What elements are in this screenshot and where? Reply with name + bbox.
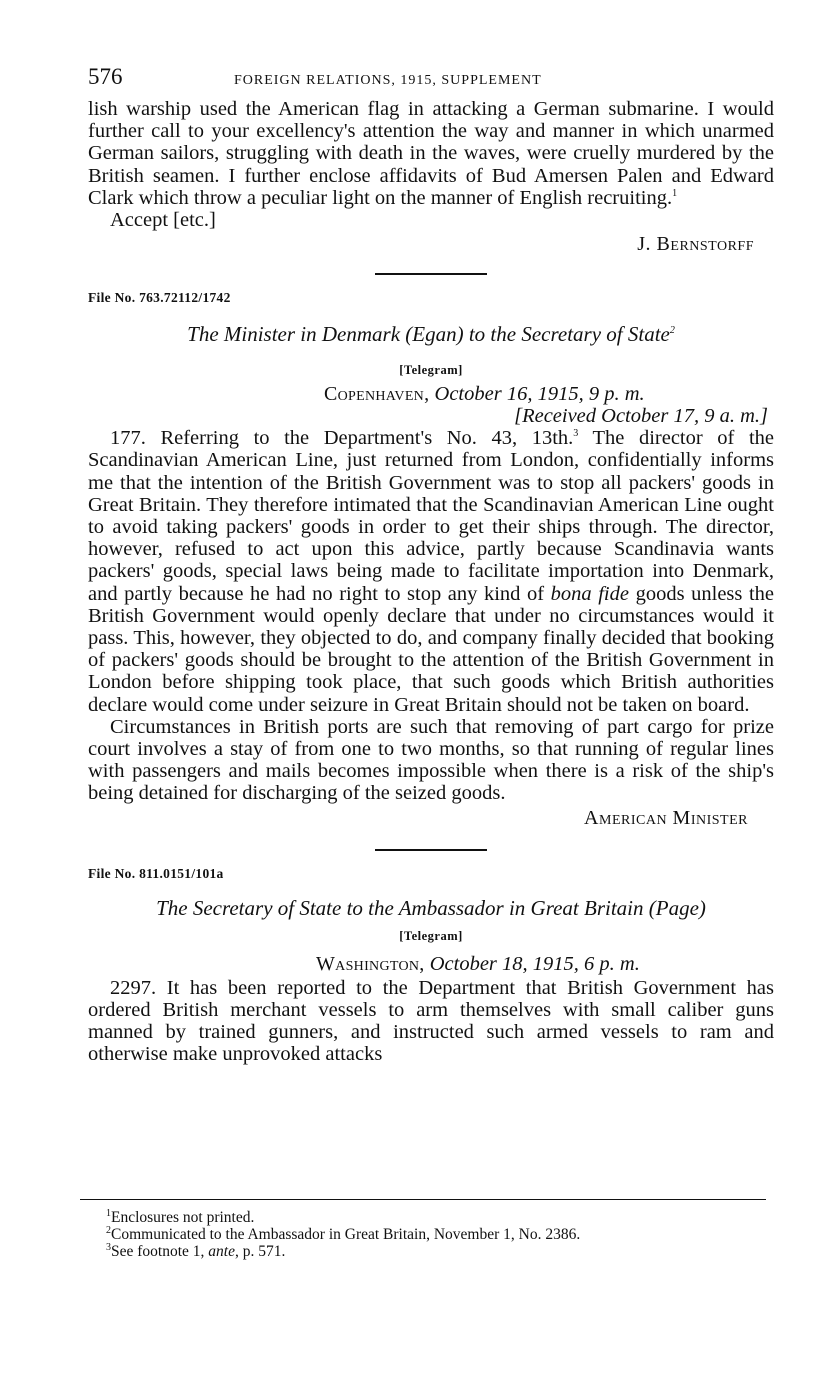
telegram-paragraph: 2297. It has been reported to the Department that British Government has ordered British merchant vessels to arm themselves with small caliber guns manned by trained gunners, and instructed such armed vessels to ram and otherwise make unprovoked attacks bbox=[88, 976, 774, 1066]
footnote-ref: 1 bbox=[672, 187, 678, 199]
telegram-paragraph: Circumstances in British ports are such that removing of part cargo for prize court involves a stay of from one to two months, so that running of regular lines with passengers and mails becomes impossible when there is a risk of the ship's being detained for discharging of the seized goods. bbox=[88, 715, 774, 805]
footnote-divider bbox=[80, 1199, 766, 1200]
body-paragraph: lish warship used the American flag in attacking a German submarine. I would further call to your excellency's attention the way and manner in which unarmed German sailors, struggling with death in the waves, were cruelly murdered by the British seamen. I further enclose affidavits of Bud Amersen Palen and Edward Clark which throw a peculiar light on the manner of English recruiting.$^1$ bbox=[88, 98, 774, 209]
dateline bbox=[88, 383, 774, 405]
telegram-label: [Telegram] bbox=[399, 363, 463, 378]
signature: J. Bernstorff bbox=[637, 233, 754, 256]
footnote: $^3$See footnote 1, ante, p. 571. bbox=[106, 1241, 286, 1260]
section-divider bbox=[375, 849, 487, 851]
document-title: The Minister in Denmark (Egan) to the Secretary of State$^2$ bbox=[187, 322, 675, 347]
page-header bbox=[88, 64, 774, 98]
dateline bbox=[88, 953, 774, 975]
received-line: [Received October 17, 9 a. m.] bbox=[514, 405, 768, 428]
document-page bbox=[88, 64, 774, 1065]
file-number: File No. 763.72112/1742 bbox=[88, 290, 231, 306]
closing-line: Accept [etc.] bbox=[110, 209, 216, 232]
footnote: $^2$Communicated to the Ambassador in Great Britain, November 1, No. 2386. bbox=[106, 1224, 581, 1243]
section-divider bbox=[375, 273, 487, 275]
telegram-paragraph: 177. Referring to the Department's No. 43, 13th.$^3$ The director of the Scandinavian American Line, just returned from London, confidentially informs me that the intention of the British Government was to stop all packers' goods in Great Britain. They therefore intimated that the Scandinavian American Line ought to avoid taking packers' goods in order to get their ships through. The director, however, refused to act upon this advice, partly because Scandinavia wants packers' goods, special laws being made to facilitate importation into Denmark, and partly because he had no right to stop any kind of bona fide goods unless the British Government would openly declare that under no circumstances would it pass. This, however, they objected to do, and company finally decided that booking of packers' goods should be brought to the attention of the British Government in London before shipping took place, that such goods which British authorities declare would come under seizure in Great Britain should not be taken on board. bbox=[88, 427, 774, 716]
dateline-date: October 16, 1915, 9 p. m. bbox=[434, 383, 645, 406]
dateline-place: Copenhaven, bbox=[324, 383, 430, 406]
footnote-ref: 3 bbox=[573, 428, 579, 440]
dateline-date: October 18, 1915, 6 p. m. bbox=[429, 952, 640, 975]
file-number: File No. 811.0151/101a bbox=[88, 865, 224, 881]
footnote: $^1$Enclosures not printed. bbox=[106, 1207, 255, 1226]
dateline-place: Washington, bbox=[316, 952, 425, 975]
document-title: The Secretary of State to the Ambassador in Great Britain (Page) bbox=[156, 895, 706, 920]
signature: American Minister bbox=[584, 806, 748, 829]
footnotes bbox=[106, 1209, 786, 1260]
page-number: 576 bbox=[88, 64, 123, 89]
running-head: FOREIGN RELATIONS, 1915, SUPPLEMENT bbox=[234, 73, 542, 88]
telegram-label: [Telegram] bbox=[399, 928, 463, 943]
footnote-ref: 2 bbox=[669, 325, 675, 337]
